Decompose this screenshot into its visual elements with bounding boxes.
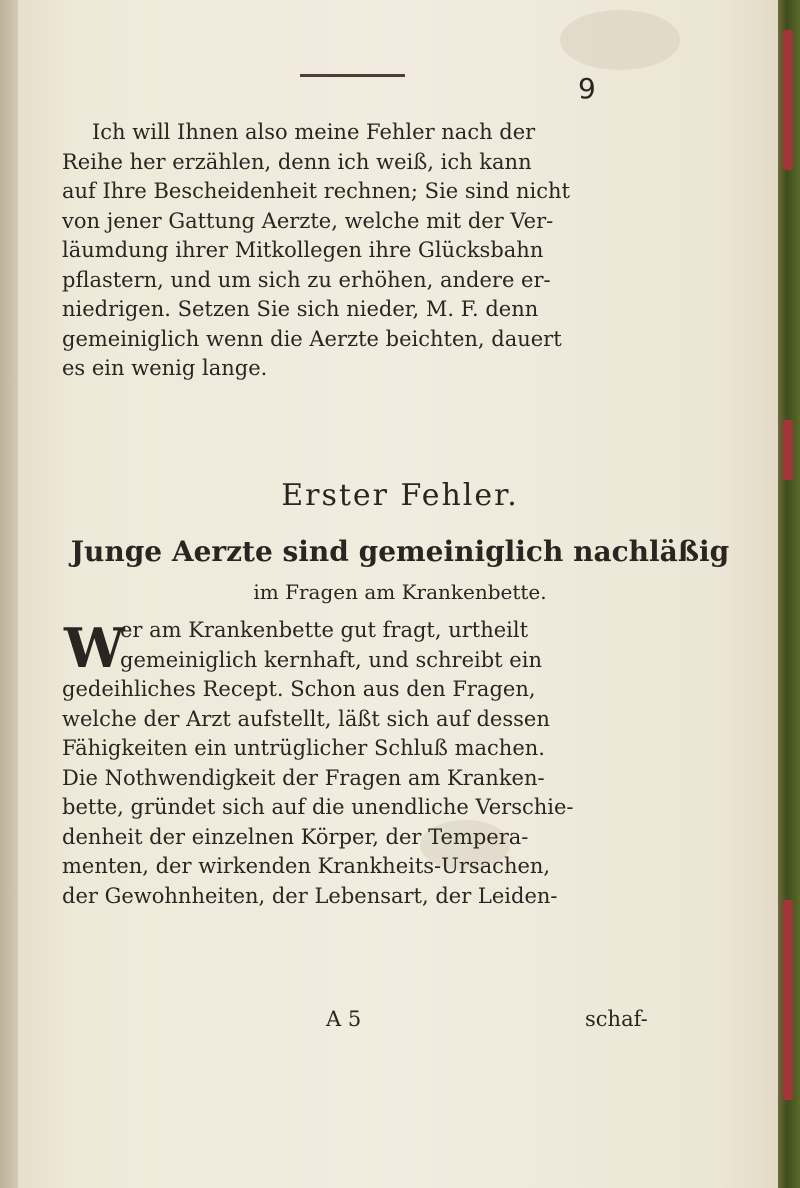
text-line: Die Nothwendigkeit der Fragen am Kranken-: [62, 765, 545, 790]
text-line: läumdung ihrer Mitkollegen ihre Glücksbahn: [62, 238, 544, 262]
text-line: Fähigkeiten ein untrüglicher Schluß machen.: [62, 736, 545, 760]
text-line: denheit der einzelnen Körper, der Tempera-: [62, 824, 529, 849]
text-line: Ich will Ihnen also meine Fehler nach der: [92, 120, 536, 144]
text-line: menten, der wirkenden Krankheits-Ursachen,: [62, 854, 551, 878]
text-line: es ein wenig lange.: [62, 356, 268, 380]
text-line: auf Ihre Bescheidenheit rechnen; Sie sind nicht: [62, 179, 570, 203]
text-line: Reihe her erzählen, denn ich weiß, ich kann: [62, 149, 532, 174]
header-rule: [300, 74, 405, 77]
section-title: Junge Aerzte sind gemeiniglich nachläßig: [70, 535, 730, 568]
drop-cap: W: [64, 616, 125, 680]
text-line: gedeihliches Recept. Schon aus den Fragen,: [62, 677, 536, 701]
text-line: gemeiniglich kernhaft, und schreibt ein: [120, 647, 542, 672]
body-paragraph: [62, 616, 732, 911]
text-line: welche der Arzt aufstellt, läßt sich auf dessen: [62, 706, 550, 731]
page-number: 9: [578, 72, 596, 105]
section-heading: Erster Fehler.: [281, 478, 519, 513]
text-line: pflastern, und um sich zu erhöhen, andere er-: [62, 267, 551, 292]
signature-mark: A 5: [326, 1007, 362, 1031]
section-subtitle: im Fragen am Krankenbette.: [253, 580, 547, 604]
text-line: bette, gründet sich auf die unendliche Verschie-: [62, 795, 574, 819]
text-line: der Gewohnheiten, der Lebensart, der Leiden-: [62, 883, 558, 908]
intro-paragraph: [62, 118, 732, 384]
catchword: schaf-: [585, 1007, 648, 1031]
text-line: gemeiniglich wenn die Aerzte beichten, dauert: [62, 326, 562, 351]
text-line: niedrigen. Setzen Sie sich nieder, M. F. denn: [62, 297, 539, 321]
text-line: er am Krankenbette gut fragt, urtheilt: [120, 618, 529, 642]
text-line: von jener Gattung Aerzte, welche mit der Ver-: [62, 208, 554, 233]
